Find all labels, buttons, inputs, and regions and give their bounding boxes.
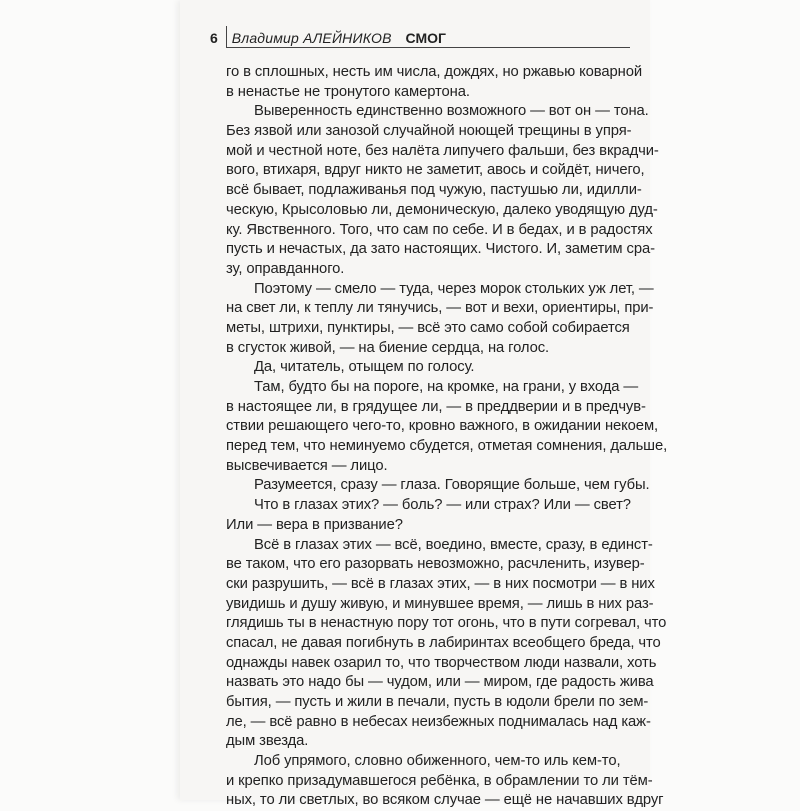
text-line: глядишь ты в ненастную пору тот огонь, что в пути согревал, что [226, 615, 667, 632]
text-line: ски разрушить, — всё в глазах этих, — в них посмотри — в них [226, 575, 655, 592]
text-line: Разумеется, сразу — глаза. Говорящие больше, чем губы. [254, 477, 650, 494]
text-line: высвечивается — лицо. [226, 457, 388, 474]
text-line: мой и честной ноте, без налёта липучего фальши, без вкрадчи- [226, 142, 659, 159]
text-line: в настоящее ли, в грядущее ли, — в преддверии и в предчув- [226, 398, 646, 415]
text-line: Всё в глазах этих — всё, воедино, вместе, сразу, в единст- [254, 536, 653, 553]
text-line: однажды навек озарил то, что творчеством люди назвали, хоть [226, 654, 657, 671]
text-line: ле, — всё равно в небесах неизбежных поднималась над каж- [226, 713, 651, 730]
text-line: пусть и нечастых, да зато настоящих. Чистого. И, заметим сра- [226, 241, 655, 258]
text-line: бытия, — пусть и жили в печали, пусть в юдоли брели по зем- [226, 694, 649, 710]
text-line: на свет ли, к теплу ли тянучись, — вот и вехи, ориентиры, при- [226, 300, 654, 317]
running-header [210, 30, 630, 46]
body-text [226, 63, 668, 811]
text-line: Поэтому — смело — туда, через морок стольких уж лет, — [254, 280, 654, 297]
text-line: Или — вера в призвание? [226, 516, 403, 533]
text-line: Лоб упрямого, словно обиженного, чем-то иль кем-то, [254, 753, 621, 770]
text-line: Без язвой или занозой случайной ноющей трещины в упря- [226, 123, 632, 140]
text-line: всё бывает, подлаживанья под чужую, пастушью ли, идилли- [226, 182, 642, 199]
text-line: дым звезда. [226, 733, 309, 750]
text-line: назвать это надо бы — чудом, или — миром, где радость жива [226, 674, 654, 691]
text-line: ных, то ли светлых, во всяком случае — ещё не начавших вдруг [226, 792, 664, 809]
text-line: Выверенность единственно возможного — вот он — тона. [254, 103, 649, 120]
text-line: ку. Явственного. Того, что сам по себе. И в бедах, и в радостях [226, 221, 653, 238]
text-line: Что в глазах этих? — боль? — или страх? Или — свет? [254, 497, 631, 514]
text-line: увидишь и душу живую, и минувшее время, — лишь в них раз- [226, 595, 654, 612]
text-line: зу, оправданного. [226, 260, 345, 277]
text-line: перед тем, что неминуемо сбудется, отметая сомнения, дальше, [226, 438, 668, 455]
text-line: в ненастье не тронутого камертона. [226, 83, 470, 100]
text-line: в сгусток живой, — на биение сердца, на голос. [226, 339, 550, 356]
text-line: Там, будто бы на пороге, на кромке, на грани, у входа — [254, 379, 639, 395]
book-title: СМОГ [405, 30, 446, 46]
text-line: спасал, не давая погибнуть в лабиринтах всеобщего бреда, что [226, 634, 661, 651]
text-line: ствии решающего чего-то, кровно важного, в ожидании некоем, [226, 418, 659, 435]
text-line: меты, штрихи, пунктиры, — всё это само собой собирается [226, 319, 630, 336]
text-line: Да, читатель, отыщем по голосу. [254, 359, 475, 376]
text-line: ческую, Крысоловью ли, демоническую, далеко уводящую дуд- [226, 201, 658, 218]
header-rule [226, 47, 630, 48]
text-line: ве таком, что его разорвать невозможно, расчленить, изувер- [226, 556, 645, 573]
text-line: вого, втихаря, вдруг никто не заметит, авось и сойдёт, ничего, [226, 162, 645, 179]
author-name: Владимир АЛЕЙНИКОВ [231, 30, 392, 46]
page-number: 6 [210, 30, 218, 46]
text-line: и крепко призадумавшегося ребёнка, в обрамлении то ли тём- [226, 772, 653, 789]
text-line: го в сплошных, несть им числа, дождях, но ржавью коварной [226, 64, 643, 80]
